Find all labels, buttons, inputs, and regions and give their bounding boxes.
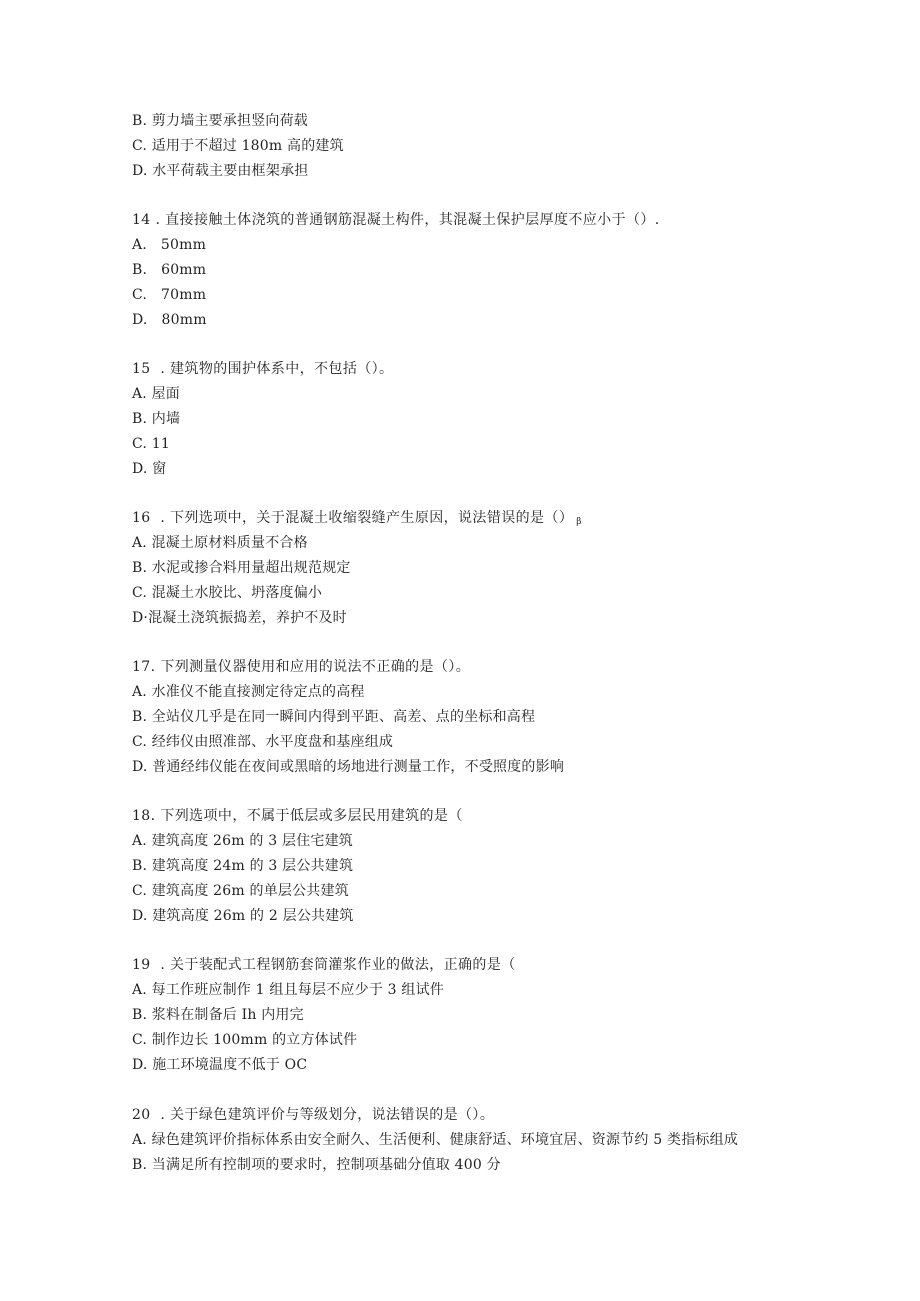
q16-option-a: A. 混凝土原材料质量不合格 [132, 535, 308, 551]
spacer [132, 1078, 832, 1103]
spacer [132, 333, 832, 357]
q15-option-b: B. 内墙 [132, 411, 181, 427]
spacer [132, 780, 832, 804]
q17-option-c: C. 经纬仪由照准部、水平度盘和基座组成 [132, 734, 394, 750]
spacer [132, 482, 832, 506]
spacer [132, 929, 832, 953]
q16-option-d: D·混凝土浇筑振捣差，养护不及时 [132, 610, 347, 626]
q17-option-a: A. 水准仪不能直接测定待定点的高程 [132, 684, 365, 700]
q15-option-d: D. 窗 [132, 461, 167, 477]
q18-option-c: C. 建筑高度 26m 的单层公共建筑 [132, 883, 349, 899]
document-page [132, 109, 832, 1178]
q16-option-b: B. 水泥或掺合料用量超出规范规定 [132, 560, 351, 576]
q17-option-b: B. 全站仪几乎是在同一瞬间内得到平距、高差、点的坐标和高程 [132, 709, 536, 725]
q14-option-b: B. 60mm [132, 262, 207, 278]
q14-option-d: D. 80mm [132, 312, 207, 328]
q13-option-b: B. 剪力墙主要承担竖向荷载 [132, 113, 308, 129]
q20-stem: 20 . 关于绿色建筑评价与等级划分，说法错误的是（）。 [132, 1107, 495, 1123]
q19-option-c: C. 制作边长 100mm 的立方体试件 [132, 1032, 358, 1048]
q18-option-d: D. 建筑高度 26m 的 2 层公共建筑 [132, 908, 354, 924]
q13-option-d: D. 水平荷载主要由框架承担 [132, 163, 309, 179]
q15-option-a: A. 屋面 [132, 386, 181, 402]
spacer [132, 631, 832, 655]
q20-option-a: A. 绿色建筑评价指标体系由安全耐久、生活便利、健康舒适、环境宜居、资源节约 5 类指标组成 [132, 1132, 739, 1148]
q18-option-b: B. 建筑高度 24m 的 3 层公共建筑 [132, 858, 354, 874]
q17-option-d: D. 普通经纬仪能在夜间或黑暗的场地进行测量工作，不受照度的影响 [132, 759, 565, 775]
q15-stem: 15 . 建筑物的围护体系中，不包括（）。 [132, 361, 394, 377]
q19-stem: 19 . 关于装配式工程钢筋套筒灌浆作业的做法，正确的是（ [132, 957, 516, 973]
q17-stem: 17. 下列测量仪器使用和应用的说法不正确的是（）。 [132, 659, 471, 675]
q15-option-c: C. 11 [132, 436, 170, 452]
q18-stem: 18. 下列选项中，不属于低层或多层民用建筑的是（ [132, 808, 463, 824]
q14-option-c: C. 70mm [132, 287, 207, 303]
q19-option-b: B. 浆料在制备后 Ih 内用完 [132, 1007, 304, 1023]
q16-option-c: C. 混凝土水胶比、坍落度偏小 [132, 585, 323, 601]
q20-option-b: B. 当满足所有控制项的要求时，控制项基础分值取 400 分 [132, 1157, 501, 1173]
q14-option-a: A. 50mm [132, 237, 207, 253]
q19-option-a: A. 每工作班应制作 1 组且每层不应少于 3 组试件 [132, 982, 445, 998]
q18-option-a: A. 建筑高度 26m 的 3 层住宅建筑 [132, 833, 354, 849]
q14-stem: 14 . 直接接触土体浇筑的普通钢筋混凝土构件，其混凝土保护层厚度不应小于（）. [132, 212, 660, 228]
q16-stem-text: 16 . 下列选项中，关于混凝土收缩裂缝产生原因，说法错误的是（） [132, 510, 574, 526]
q19-option-d: D. 施工环境温度不低于 OC [132, 1057, 308, 1073]
q16-stem [132, 506, 832, 531]
q13-option-c: C. 适用于不超过 180m 高的建筑 [132, 138, 344, 154]
q16-stem-subscript: β [576, 517, 582, 527]
spacer [132, 184, 832, 208]
